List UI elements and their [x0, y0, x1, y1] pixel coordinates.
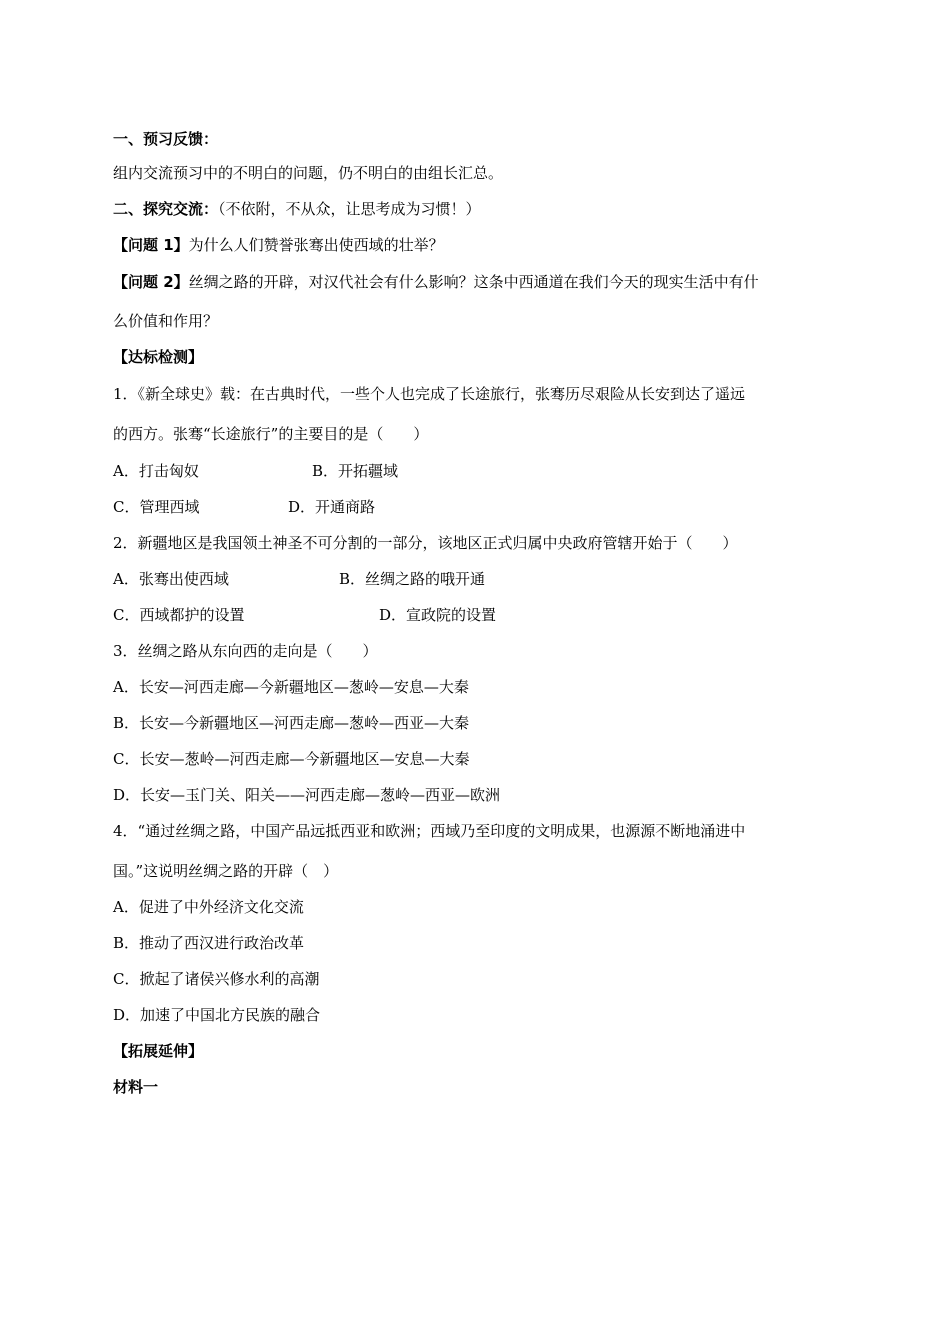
test-q4-option-c: C．掀起了诸侯兴修水利的高潮	[113, 970, 320, 988]
inquiry-heading-line	[113, 199, 481, 219]
question-1-tag: 【问题 1】	[113, 236, 189, 254]
test-q4-option-a: A．促进了中外经济文化交流	[113, 898, 304, 916]
test-q1-option-c: C．管理西域	[113, 498, 200, 516]
question-2-text: 丝绸之路的开辟，对汉代社会有什么影响？这条中西通道在我们今天的现实生活中有什	[188, 273, 759, 291]
test-q1-options-ab	[113, 461, 398, 481]
question-2-text-cont: 么价值和作用？	[113, 312, 219, 330]
question-1-line	[113, 235, 444, 255]
question-2-tag: 【问题 2】	[113, 273, 189, 291]
test-q4-option-d: D．加速了中国北方民族的融合	[113, 1006, 321, 1024]
test-q4-option-b: B．推动了西汉进行政治改革	[113, 934, 305, 952]
test-q1-options-cd	[113, 497, 375, 517]
test-q2-options-cd	[113, 605, 496, 625]
test-q2-option-b: B．丝绸之路的哦开通	[339, 570, 486, 588]
test-q3-option-c: C．长安—葱岭—河西走廊—今新疆地区—安息—大秦	[113, 750, 470, 768]
test-q4-stem-cont: 国。”这说明丝绸之路的开辟（ ）	[113, 862, 339, 880]
test-q2-stem: 2．新疆地区是我国领土神圣不可分割的一部分，该地区正式归属中央政府管辖开始于（ ）	[113, 534, 738, 552]
test-q3-option-d: D．长安—玉门关、阳关——河西走廊—葱岭—西亚—欧洲	[113, 786, 501, 804]
test-q3-option-b: B．长安—今新疆地区—河西走廊—葱岭—西亚—大秦	[113, 714, 470, 732]
test-q2-option-d: D．宣政院的设置	[379, 606, 497, 624]
test-q1-stem: 1．《新全球史》载：在古典时代，一些个人也完成了长途旅行，张骞历尽艰险从长安到达了遥远	[113, 385, 746, 403]
question-1-text: 为什么人们赞誉张骞出使西域的壮举？	[188, 236, 444, 254]
preview-text: 组内交流预习中的不明白的问题，仍不明白的由组长汇总。	[113, 164, 504, 182]
test-q4-stem: 4．“通过丝绸之路，中国产品远抵西亚和欧洲；西域乃至印度的文明成果，也源源不断地涌进中	[113, 822, 746, 840]
inquiry-note: （不依附，不从众，让思考成为习惯！）	[218, 200, 481, 218]
test-q2-options-ab	[113, 569, 485, 589]
test-q3-stem: 3．丝绸之路从东向西的走向是（ ）	[113, 642, 378, 660]
extension-heading: 【拓展延伸】	[113, 1042, 204, 1060]
inquiry-heading: 二、探究交流：	[113, 200, 219, 218]
test-q1-stem-cont: 的西方。张骞“长途旅行”的主要目的是（ ）	[113, 425, 429, 443]
test-q3-option-a: A．长安—河西走廊—今新疆地区—葱岭—安息—大秦	[113, 678, 469, 696]
test-q2-option-a: A．张骞出使西域	[113, 570, 229, 588]
question-2-line	[113, 272, 759, 292]
preview-heading: 一、预习反馈：	[113, 130, 219, 148]
test-q1-option-d: D．开通商路	[288, 498, 376, 516]
test-heading: 【达标检测】	[113, 348, 204, 366]
test-q1-option-a: A．打击匈奴	[113, 462, 199, 480]
test-q2-option-c: C．西域都护的设置	[113, 606, 245, 624]
material-label: 材料一	[113, 1078, 159, 1096]
test-q1-option-b: B．开拓疆域	[312, 462, 399, 480]
